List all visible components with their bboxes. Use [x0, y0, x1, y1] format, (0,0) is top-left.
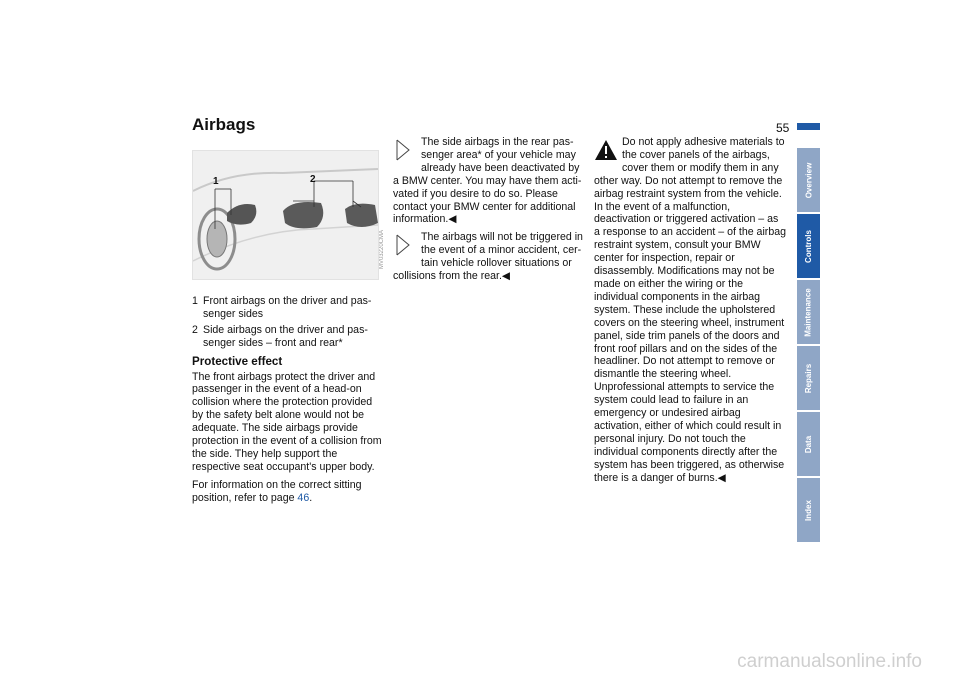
column-3	[594, 136, 786, 489]
paragraph: The front airbags protect the driver and passenger in the event of a head-on collision where the protection provided by the safety belt alone would not be adequate. The side airbags provide protection in the event of a collision from the side. They help support the respective seat occupant's upper body.	[192, 370, 382, 473]
figure-label-2: 2	[310, 174, 316, 185]
airbag-illustration	[192, 150, 379, 280]
list-item-number: 2	[192, 323, 198, 336]
tab-label: Controls	[804, 229, 814, 263]
note-text: The side airbags in the rear passenger area* of your vehicle may already have been deactivated by a BMW center. You may have them activated if you desire to do so. Please contact your BMW center for additional information.◀	[393, 136, 582, 226]
tab-label: Index	[804, 499, 813, 521]
page-reference-link[interactable]: 46	[297, 491, 310, 504]
note	[393, 231, 585, 283]
note-arrow-icon	[393, 233, 417, 257]
tab-maintenance[interactable]	[797, 280, 820, 344]
tab-label: Overview	[804, 162, 814, 198]
page-number: 55	[776, 121, 790, 135]
list-item-text: Front airbags on the driver and passenger sides	[203, 295, 372, 320]
note-arrow-icon	[393, 138, 417, 162]
section-heading: Protective effect	[192, 354, 283, 368]
column-2	[393, 136, 585, 288]
warning-triangle-icon	[594, 138, 618, 162]
tab-index[interactable]	[797, 478, 820, 542]
paragraph	[192, 479, 382, 505]
page-title: Airbags	[192, 115, 256, 134]
paragraph-text: .	[309, 491, 313, 504]
warning-text: Do not apply adhesive materials to the cover panels of the airbags, cover them or modify them in any other way. Do not attempt to remove the airbag restraint system from the vehicle. In the event of a malfunction, deactivation or triggered activation – as a response to an accident – of the airbag restraint system, consult your BMW center for inspection, repair or disassembly. Modifications may not be made on either the wiring or the individual components in the airbag system. These include the upholstered covers on the steering wheel, instrument panel, side trim panels of the doors and front roof pillars and on the sides of the headliner. Do not attempt to remove or dismantle the steering wheel. Unprofessional attempts to service the system could lead to failure in an emergency or undesired airbag activation, either of which could result in personal injury. Do not touch the individual components directly after the system has been triggered, as otherwise there is a danger of burns.◀	[594, 136, 786, 484]
tab-controls[interactable]	[797, 214, 820, 278]
tab-label: Data	[804, 435, 813, 453]
tab-overview[interactable]	[797, 148, 820, 212]
warning-note	[594, 136, 786, 484]
list-item	[192, 324, 382, 350]
airbag-illustration-drawing	[193, 151, 378, 279]
watermark-text: carmanualsonline.info	[737, 651, 922, 672]
column-1	[192, 295, 382, 510]
tab-data[interactable]	[797, 412, 820, 476]
note-text: The airbags will not be triggered in the event of a minor accident, certain vehicle rollover situations or collisions from the rear.◀	[393, 231, 583, 283]
list-item-text: Side airbags on the driver and passenger sides – front and rear*	[203, 323, 368, 349]
paragraph-text: For information on the correct sitting position, refer to page	[192, 478, 362, 504]
tab-repairs[interactable]	[797, 346, 820, 410]
tab-label: Maintenance	[804, 287, 813, 337]
figure-label-1: 1	[213, 176, 219, 187]
tab-label: Repairs	[804, 363, 814, 393]
section-tabs	[797, 148, 820, 544]
list-item	[192, 295, 382, 321]
figure-code: MV03220CMA	[379, 230, 385, 270]
note	[393, 136, 585, 226]
page-number-bar	[797, 123, 820, 130]
list-item-number: 1	[192, 295, 198, 307]
watermark	[0, 651, 960, 673]
